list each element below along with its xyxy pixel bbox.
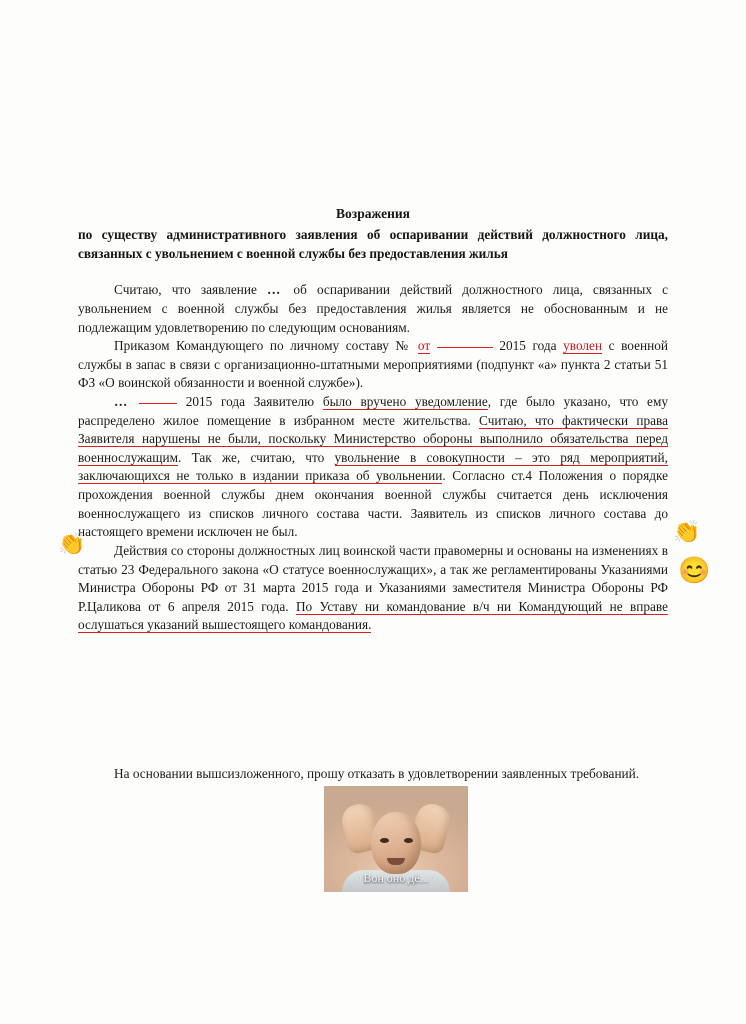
- paragraph-1: [78, 281, 668, 337]
- page-title: Возражения: [336, 206, 410, 221]
- p3-blank-date-line: [139, 403, 177, 404]
- p2-text-a: Приказом Командующего по личному составу №: [114, 338, 412, 354]
- p3-underline-3: увольнение в совокупности – это ряд мероприятий, заключающихся не только в издании приказа об увольнении: [78, 449, 668, 484]
- paragraph-4: [78, 542, 668, 635]
- p2-blank-date-line: [437, 347, 493, 348]
- p3-underline-2: Считаю, что фактически права Заявителя нарушены не были, поскольку Министерство обороны выполнило обязательства перед военнослужащим: [78, 412, 669, 465]
- clapping-hands-icon-left: 👏: [58, 531, 86, 556]
- p3-text-b: , где было указано, что ему распределено жилое помещение в избранном месте жительства.: [78, 394, 669, 428]
- document-body: [78, 205, 668, 784]
- paragraph-5: На основании вышсизложенного, прошу отказать в удовлетворении заявленных требований.: [114, 765, 640, 781]
- photo-caption: Вон оно дё...: [363, 871, 429, 885]
- p2-uvolen-highlight: уволен: [563, 338, 603, 354]
- p3-underline-1: было вручено уведомление: [322, 394, 488, 410]
- document-title-block: [78, 205, 668, 263]
- p3-ellipsis: …: [114, 394, 131, 410]
- document-subtitle: по существу административного заявления об оспаривании действий должностного лица, связанных с увольнением с военной службы без предоставления жилья: [78, 226, 668, 261]
- clapping-hands-icon: 👏: [673, 519, 701, 544]
- p4-text-a: Действия со стороны должностных лиц воинской части правомерны и основаны на изменениях в статью 23 Федерального закона «О статусе военнослужащих», а так же регламентированы Указаниями Министра Обороны РФ от 31 марта 2015 года и Указаниями заместителя Министра Обороны РФ Р.Цаликова от 6 апреля 2015 года.: [78, 542, 668, 614]
- p1-text-a: Считаю, что заявление: [114, 282, 257, 298]
- smiley-face-icon: 😊: [678, 556, 711, 585]
- paragraph-2: [78, 337, 668, 393]
- p4-underline-1: По Уставу ни командование в/ч ни Командующий не вправе ослушаться указаний вышестоящего командования.: [78, 598, 668, 633]
- p2-text-b: 2015 года: [499, 338, 557, 354]
- p1-ellipsis: …: [267, 282, 284, 298]
- facepalm-photo: [324, 786, 468, 892]
- photo-eye-right: [404, 838, 413, 843]
- p1-text-b: об оспаривании действий должностного лица, связанных с увольнением с военной службы без предоставления жилья является не обоснованным и не подлежащим удовлетворению по следующим основаниям.: [78, 282, 669, 335]
- p3-text-d: . Согласно ст.4 Положения о порядке прохождения военной службы днем окончания военной службы считается день исключения военнослужащего из списков личного состава части. Заявитель из списков личного состава до настоящего времени исключен не был.: [78, 468, 668, 540]
- p3-text-a: 2015 года Заявителю: [185, 394, 315, 410]
- p2-ot-label: от: [417, 338, 431, 354]
- photo-eye-left: [380, 838, 389, 843]
- paragraph-3: [78, 393, 668, 542]
- p3-text-c: . Так же, считаю, что: [177, 449, 325, 465]
- p2-text-c: с военной службы в запас в связи с организационно-штатными мероприятиями (подпункт «а» пункта 2 статьи 51 ФЗ «О воинской обязанности и военной службе»).: [78, 338, 668, 391]
